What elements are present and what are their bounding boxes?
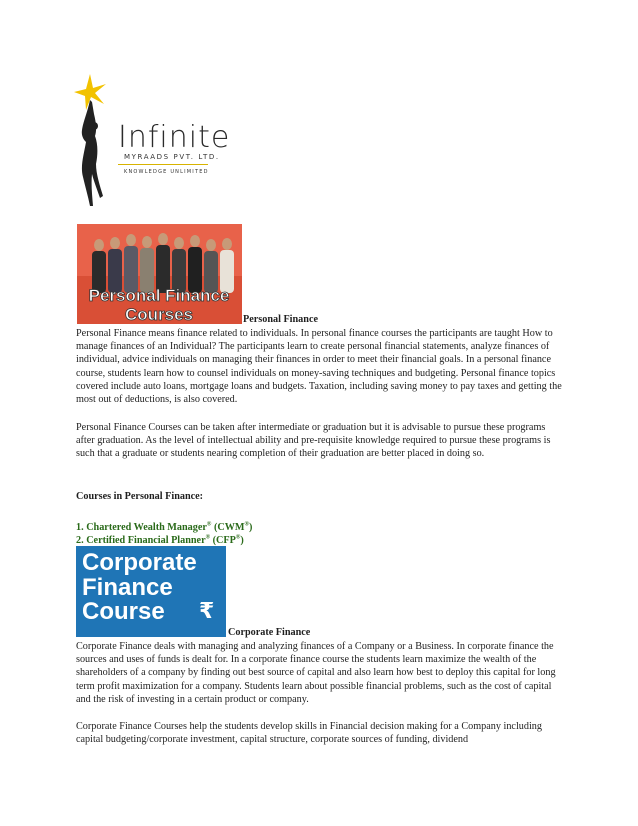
- course-name[interactable]: Certified Financial Planner: [86, 535, 206, 546]
- personal-finance-image: [77, 224, 242, 324]
- courses-heading: Courses in Personal Finance:: [76, 491, 204, 502]
- course-name[interactable]: Chartered Wealth Manager: [86, 522, 207, 533]
- course-abbr: CWM: [217, 522, 245, 533]
- corporate-finance-heading: Corporate Finance: [228, 627, 311, 638]
- svg-text:Personal Finance: Personal Finance: [88, 286, 230, 305]
- course-number: 2.: [76, 535, 84, 546]
- course-item[interactable]: 2. Certified Financial Planner® (CFP®): [76, 534, 244, 546]
- personal-finance-paragraph-1: Personal Finance means finance related to individuals. In personal finance courses the participants are taught How to manage finances of an Individual? The participants learn to create personal financial statements, analyze finances of individual, advice individuals on managing their finances in order to meet their financial goals. In a personal finance course, students learn how to counsel individuals on money-saving techniques and budgeting. Personal finance topics covered include auto loans, mortgage loans and budgets. Taxation, including saving money to pay taxes and getting the most out of deductions, is also covered.: [76, 328, 562, 406]
- logo-tagline: KNOWLEDGE UNLIMITED: [124, 169, 209, 175]
- logo-brand: Infinite: [118, 120, 231, 155]
- course-abbr: CFP: [216, 535, 236, 546]
- svg-text:Courses: Courses: [124, 305, 194, 324]
- corporate-finance-paragraph-1: Corporate Finance deals with managing and analyzing finances of a Company or a Business. In corporate finance the sources and uses of funds is dealt for. In a corporate finance course the students learn maximize the wealth of the shareholders of a company by finding out best source of capital and also learn how best to deploy this capital for long term profit maximization for a company. Students learn about possible financial problems, such as the cost of capital and the risk of investing in a certain product or company.: [76, 641, 556, 705]
- rupee-icon: ₹: [199, 599, 215, 624]
- corporate-finance-image-text: Corporate Finance Course: [82, 549, 197, 625]
- course-number: 1.: [76, 522, 84, 533]
- personal-finance-paragraph-2: Personal Finance Courses can be taken after intermediate or graduation but it is advisable to pursue these programs after graduation. As the level of intellectual ability and pre-requisite knowledge required to pursue these programs is such that a graduate or students nearing completion of their graduation are better placed in doing so.: [76, 422, 551, 460]
- logo-divider: [118, 164, 208, 165]
- corporate-finance-paragraph-2: Corporate Finance Courses help the students develop skills in Financial decision making for a Company including capital budgeting/corporate investment, capital structure, corporate sources of funding, dividend: [76, 721, 542, 746]
- personal-finance-heading: Personal Finance: [243, 314, 318, 325]
- corporate-finance-image: [76, 546, 226, 637]
- logo-subtitle: MYRAADS PVT. LTD.: [124, 153, 220, 161]
- course-item[interactable]: 1. Chartered Wealth Manager® (CWM®): [76, 521, 253, 533]
